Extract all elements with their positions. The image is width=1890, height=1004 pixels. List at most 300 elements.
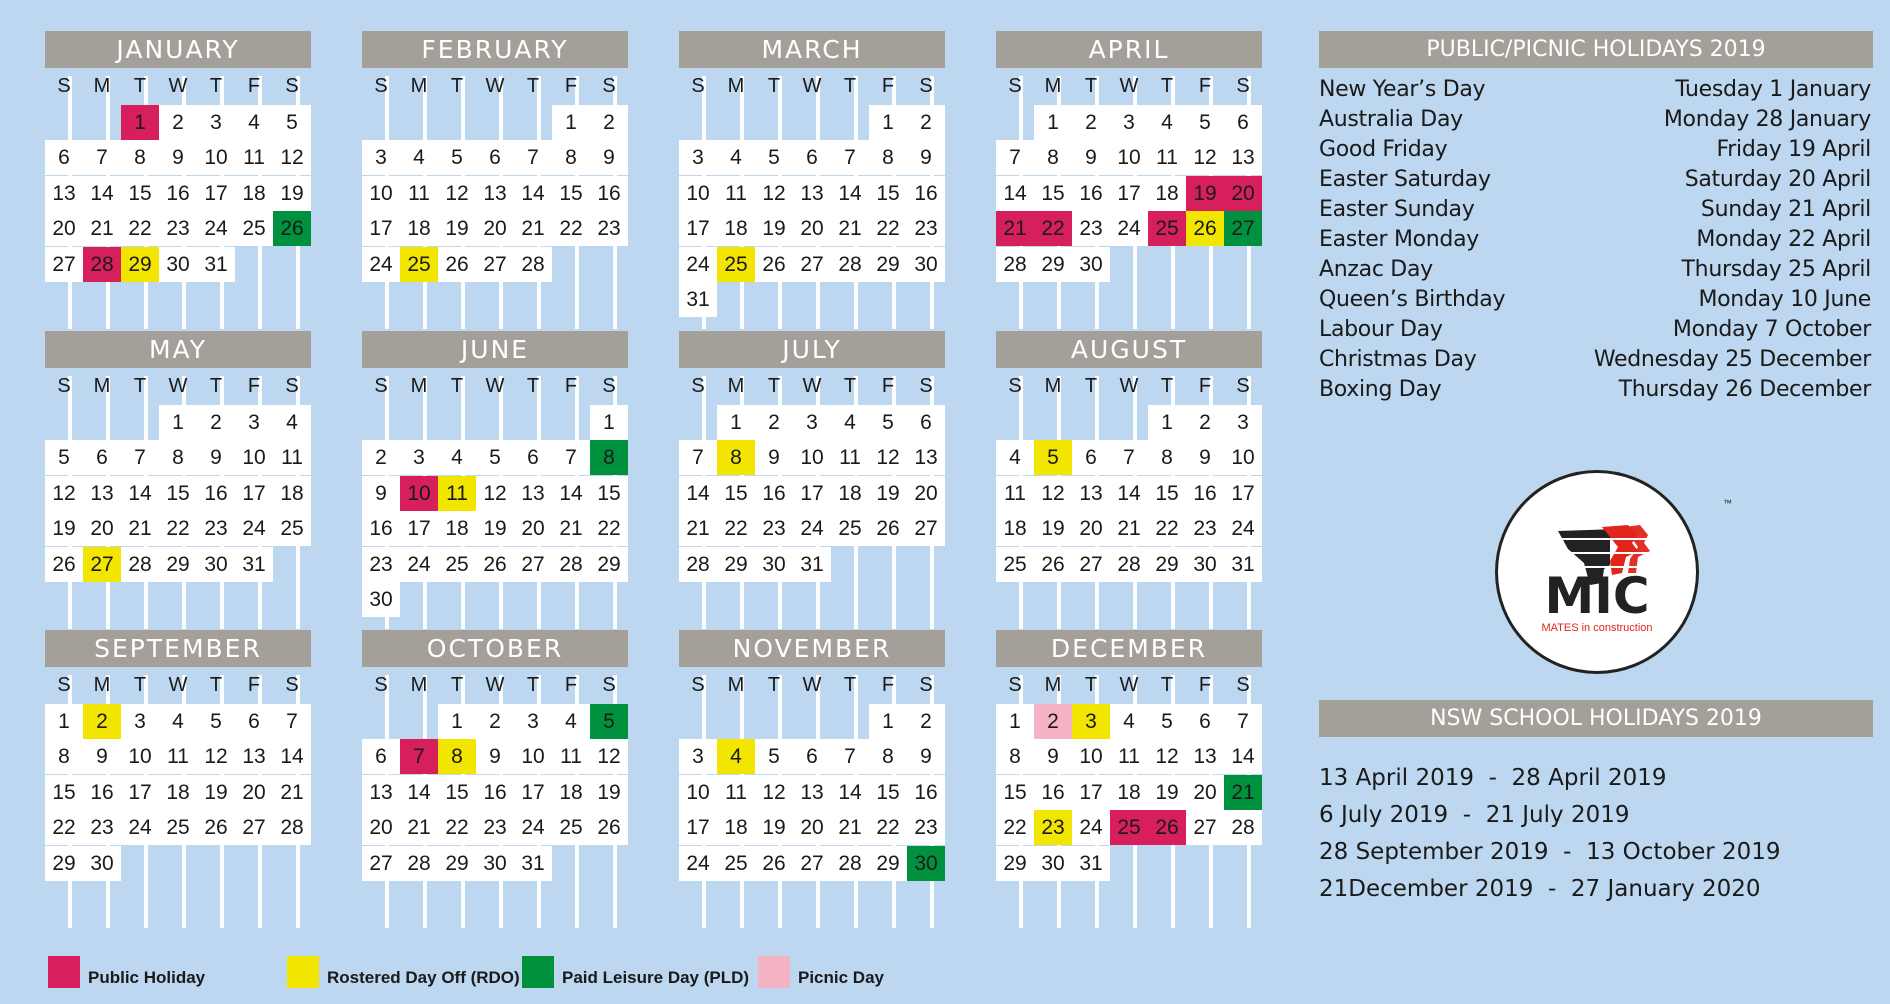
day-cell-rdo: 27	[83, 547, 121, 582]
day-cell: 19	[869, 476, 907, 511]
day-cell: 19	[755, 211, 793, 246]
weekday-label: F	[564, 75, 578, 97]
day-cell: 7	[831, 739, 869, 774]
legend-item	[522, 954, 749, 988]
month-title: JULY	[679, 331, 945, 368]
weekday-label: S	[602, 674, 616, 696]
holiday-row	[1319, 255, 1871, 285]
weekday-label: S	[57, 375, 71, 397]
day-cell: 26	[590, 810, 628, 845]
month-grid	[996, 68, 1262, 282]
empty-day-cell	[362, 405, 400, 440]
day-cell: 3	[362, 140, 400, 175]
day-cell: 8	[869, 140, 907, 175]
day-cell: 5	[273, 105, 311, 140]
weekday-label: F	[881, 674, 895, 696]
day-cell: 10	[1224, 440, 1262, 475]
empty-day-cell	[717, 704, 755, 739]
day-cell-pld: 5	[590, 704, 628, 739]
month-title: JUNE	[362, 331, 628, 368]
day-cell: 16	[197, 476, 235, 511]
day-cell: 25	[552, 810, 590, 845]
day-cell: 14	[996, 176, 1034, 211]
month-october	[362, 630, 628, 881]
day-cell: 12	[476, 476, 514, 511]
day-cell: 31	[793, 547, 831, 582]
month-grid	[679, 68, 945, 318]
day-cell: 17	[121, 775, 159, 810]
day-cell: 4	[831, 405, 869, 440]
day-cell: 1	[438, 704, 476, 739]
weekday-label: S	[919, 674, 933, 696]
day-cell-rdo: 29	[121, 247, 159, 282]
mic-logo	[1495, 470, 1699, 674]
weekday-label: S	[57, 75, 71, 97]
day-cell: 21	[273, 775, 311, 810]
day-cell: 29	[1034, 247, 1072, 282]
holiday-name: Labour Day	[1319, 317, 1443, 342]
holiday-row	[1319, 75, 1871, 105]
day-cell: 28	[996, 247, 1034, 282]
empty-day-cell	[793, 105, 831, 140]
holiday-name: Easter Sunday	[1319, 197, 1475, 222]
day-cell: 13	[793, 176, 831, 211]
day-cell-rdo: 23	[1034, 810, 1072, 845]
day-cell: 21	[514, 211, 552, 246]
day-cell-ph: 26	[1148, 810, 1186, 845]
day-cell: 16	[907, 176, 945, 211]
month-title: OCTOBER	[362, 630, 628, 667]
day-cell: 10	[362, 176, 400, 211]
weekday-label: T	[843, 75, 857, 97]
day-cell: 15	[996, 775, 1034, 810]
weekday-label: S	[1008, 674, 1022, 696]
school-holiday-range: 6 July 2019 - 21 July 2019	[1319, 802, 1630, 828]
day-cell: 27	[45, 247, 83, 282]
weekday-label: S	[374, 674, 388, 696]
day-cell: 7	[121, 440, 159, 475]
holiday-date: Sunday 21 April	[1700, 197, 1871, 222]
holiday-name: Good Friday	[1319, 137, 1448, 162]
day-cell: 24	[1110, 211, 1148, 246]
day-cell: 14	[552, 476, 590, 511]
holiday-row	[1319, 135, 1871, 165]
month-grid	[362, 68, 628, 282]
day-cell: 2	[590, 105, 628, 140]
empty-day-cell	[679, 704, 717, 739]
day-cell: 27	[793, 247, 831, 282]
month-title: AUGUST	[996, 331, 1262, 368]
month-grid	[679, 368, 945, 582]
day-cell: 6	[793, 739, 831, 774]
day-cell: 28	[552, 547, 590, 582]
day-cell: 13	[45, 176, 83, 211]
day-cell: 29	[869, 247, 907, 282]
day-cell: 1	[45, 704, 83, 739]
day-cell: 20	[83, 511, 121, 546]
day-cell: 12	[273, 140, 311, 175]
day-cell-rdo: 5	[1034, 440, 1072, 475]
weekday-label: S	[1236, 674, 1250, 696]
day-cell: 27	[907, 511, 945, 546]
day-cell: 16	[590, 176, 628, 211]
day-cell: 20	[907, 476, 945, 511]
day-cell: 28	[1110, 547, 1148, 582]
day-cell: 19	[755, 810, 793, 845]
day-cell: 23	[362, 547, 400, 582]
day-cell: 1	[996, 704, 1034, 739]
day-cell: 9	[1034, 739, 1072, 774]
day-cell-rdo: 4	[717, 739, 755, 774]
weekday-label: S	[57, 674, 71, 696]
day-cell: 26	[755, 247, 793, 282]
day-cell: 16	[1186, 476, 1224, 511]
holiday-row	[1319, 345, 1871, 375]
day-cell: 6	[235, 704, 273, 739]
day-cell: 11	[159, 739, 197, 774]
weekday-label: T	[209, 75, 223, 97]
day-cell: 28	[400, 846, 438, 881]
weekday-label: W	[168, 674, 188, 696]
day-cell: 13	[1072, 476, 1110, 511]
weekday-label: S	[1236, 375, 1250, 397]
day-cell: 16	[755, 476, 793, 511]
day-cell: 4	[1110, 704, 1148, 739]
weekday-label: F	[881, 75, 895, 97]
day-cell: 9	[476, 739, 514, 774]
day-cell: 7	[996, 140, 1034, 175]
day-cell: 13	[907, 440, 945, 475]
public-holidays-list	[1319, 75, 1871, 405]
day-cell: 25	[717, 846, 755, 881]
day-cell: 18	[273, 476, 311, 511]
day-cell: 12	[755, 775, 793, 810]
school-holiday-range: 21December 2019 - 27 January 2020	[1319, 876, 1761, 902]
weekday-label: S	[919, 75, 933, 97]
month-february	[362, 31, 628, 282]
month-title: JANUARY	[45, 31, 311, 68]
day-cell: 23	[476, 810, 514, 845]
day-cell: 4	[1148, 105, 1186, 140]
day-cell: 14	[273, 739, 311, 774]
day-cell: 6	[1224, 105, 1262, 140]
day-cell: 2	[159, 105, 197, 140]
day-cell: 13	[514, 476, 552, 511]
legend-label: Public Holiday	[88, 968, 206, 987]
empty-day-cell	[362, 704, 400, 739]
day-cell: 18	[400, 211, 438, 246]
weekday-label: S	[1008, 375, 1022, 397]
weekday-label: M	[1044, 674, 1062, 696]
weekday-label: S	[602, 75, 616, 97]
day-cell: 12	[1034, 476, 1072, 511]
day-cell: 4	[552, 704, 590, 739]
weekday-label: T	[526, 375, 540, 397]
month-may	[45, 331, 311, 582]
weekday-label: W	[485, 674, 505, 696]
day-cell: 26	[1034, 547, 1072, 582]
day-cell: 27	[793, 846, 831, 881]
day-cell: 22	[121, 211, 159, 246]
weekday-label: T	[1084, 375, 1098, 397]
day-cell-pld: 27	[1224, 211, 1262, 246]
day-cell: 5	[1186, 105, 1224, 140]
weekday-label: F	[1198, 674, 1212, 696]
weekday-label: M	[1044, 75, 1062, 97]
legend-label: Picnic Day	[798, 968, 884, 987]
day-cell: 11	[1110, 739, 1148, 774]
day-cell: 24	[362, 247, 400, 282]
day-cell-ph: 22	[1034, 211, 1072, 246]
day-cell: 9	[1072, 140, 1110, 175]
day-cell: 27	[476, 247, 514, 282]
legend-swatch	[287, 956, 319, 988]
month-title: NOVEMBER	[679, 630, 945, 667]
day-cell: 18	[438, 511, 476, 546]
weekday-label: T	[209, 375, 223, 397]
day-cell: 17	[679, 810, 717, 845]
day-cell: 2	[907, 105, 945, 140]
day-cell: 13	[1186, 739, 1224, 774]
weekday-label: T	[133, 75, 147, 97]
day-cell: 30	[1072, 247, 1110, 282]
day-cell: 7	[831, 140, 869, 175]
day-cell: 30	[83, 846, 121, 881]
day-cell: 21	[679, 511, 717, 546]
weekday-label: F	[564, 674, 578, 696]
day-cell: 1	[1148, 405, 1186, 440]
day-cell: 27	[235, 810, 273, 845]
day-cell: 30	[755, 547, 793, 582]
holiday-date: Tuesday 1 January	[1675, 77, 1871, 102]
holiday-date: Monday 22 April	[1696, 227, 1871, 252]
day-cell: 27	[1186, 810, 1224, 845]
day-cell: 19	[197, 775, 235, 810]
day-cell: 16	[476, 775, 514, 810]
day-cell: 7	[1110, 440, 1148, 475]
day-cell-ph: 25	[1148, 211, 1186, 246]
day-cell: 22	[590, 511, 628, 546]
day-cell: 25	[996, 547, 1034, 582]
weekday-label: W	[802, 75, 822, 97]
month-december	[996, 630, 1262, 881]
day-cell: 21	[831, 211, 869, 246]
day-cell: 3	[679, 140, 717, 175]
day-cell-rdo: 8	[717, 440, 755, 475]
holiday-name: Boxing Day	[1319, 377, 1442, 402]
holiday-date: Wednesday 25 December	[1593, 347, 1871, 372]
day-cell: 10	[121, 739, 159, 774]
weekday-label: T	[1084, 75, 1098, 97]
day-cell: 29	[996, 846, 1034, 881]
holiday-date: Friday 19 April	[1716, 137, 1871, 162]
day-cell: 14	[679, 476, 717, 511]
day-cell: 5	[45, 440, 83, 475]
day-cell: 14	[1224, 739, 1262, 774]
weekday-label: M	[410, 375, 428, 397]
day-cell: 14	[121, 476, 159, 511]
day-cell: 21	[83, 211, 121, 246]
day-cell-pld: 8	[590, 440, 628, 475]
weekday-label: T	[1160, 375, 1174, 397]
weekday-label: T	[1160, 674, 1174, 696]
day-cell: 21	[1110, 511, 1148, 546]
day-cell: 5	[869, 405, 907, 440]
weekday-label: S	[1008, 75, 1022, 97]
day-cell-picnic: 2	[1034, 704, 1072, 739]
day-cell: 29	[1148, 547, 1186, 582]
day-cell: 12	[869, 440, 907, 475]
day-cell: 10	[514, 739, 552, 774]
day-cell: 8	[869, 739, 907, 774]
day-cell-ph: 7	[400, 739, 438, 774]
month-title: FEBRUARY	[362, 31, 628, 68]
day-cell: 8	[1034, 140, 1072, 175]
day-cell: 4	[996, 440, 1034, 475]
day-cell-rdo: 25	[717, 247, 755, 282]
day-cell: 5	[755, 739, 793, 774]
day-cell: 8	[45, 739, 83, 774]
day-cell: 28	[1224, 810, 1262, 845]
day-cell: 18	[1148, 176, 1186, 211]
day-cell: 16	[83, 775, 121, 810]
day-cell: 7	[552, 440, 590, 475]
day-cell: 19	[590, 775, 628, 810]
day-cell: 11	[235, 140, 273, 175]
weekday-label: W	[1119, 674, 1139, 696]
day-cell: 28	[121, 547, 159, 582]
day-cell: 13	[83, 476, 121, 511]
weekday-label: T	[767, 75, 781, 97]
day-cell: 1	[869, 704, 907, 739]
legend-swatch	[48, 956, 80, 988]
day-cell: 1	[717, 405, 755, 440]
day-cell: 14	[514, 176, 552, 211]
day-cell: 23	[755, 511, 793, 546]
day-cell: 19	[1148, 775, 1186, 810]
weekday-label: F	[247, 75, 261, 97]
day-cell-ph: 10	[400, 476, 438, 511]
day-cell: 14	[831, 176, 869, 211]
day-cell: 23	[590, 211, 628, 246]
day-cell: 29	[438, 846, 476, 881]
empty-day-cell	[514, 405, 552, 440]
day-cell: 18	[717, 211, 755, 246]
day-cell: 28	[514, 247, 552, 282]
month-title: DECEMBER	[996, 630, 1262, 667]
day-cell: 24	[235, 511, 273, 546]
day-cell: 31	[235, 547, 273, 582]
day-cell: 15	[438, 775, 476, 810]
day-cell: 15	[159, 476, 197, 511]
empty-day-cell	[793, 704, 831, 739]
weekday-label: W	[1119, 75, 1139, 97]
empty-day-cell	[514, 105, 552, 140]
day-cell: 8	[159, 440, 197, 475]
holiday-name: Queen’s Birthday	[1319, 287, 1506, 312]
empty-day-cell	[400, 704, 438, 739]
weekday-label: S	[691, 674, 705, 696]
day-cell: 2	[197, 405, 235, 440]
school-holidays-title: NSW SCHOOL HOLIDAYS 2019	[1430, 706, 1762, 731]
mates-in-construction-emblem	[1498, 473, 1696, 671]
holiday-row	[1319, 315, 1871, 345]
day-cell: 19	[1034, 511, 1072, 546]
day-cell: 27	[514, 547, 552, 582]
day-cell: 10	[197, 140, 235, 175]
day-cell: 1	[869, 105, 907, 140]
day-cell: 8	[121, 140, 159, 175]
day-cell: 10	[1072, 739, 1110, 774]
weekday-label: M	[727, 375, 745, 397]
day-cell-rdo: 25	[400, 247, 438, 282]
day-cell: 19	[273, 176, 311, 211]
weekday-label: S	[691, 75, 705, 97]
month-grid	[45, 368, 311, 582]
day-cell: 13	[1224, 140, 1262, 175]
day-cell: 15	[717, 476, 755, 511]
day-cell: 27	[1072, 547, 1110, 582]
empty-day-cell	[476, 105, 514, 140]
legend-swatch	[758, 956, 790, 988]
day-cell: 28	[831, 846, 869, 881]
day-cell-ph: 21	[996, 211, 1034, 246]
empty-day-cell	[400, 105, 438, 140]
day-cell: 23	[159, 211, 197, 246]
school-holidays-list	[1319, 760, 1873, 908]
empty-day-cell	[362, 105, 400, 140]
day-cell: 19	[476, 511, 514, 546]
day-cell: 31	[1224, 547, 1262, 582]
weekday-label: W	[168, 75, 188, 97]
day-cell: 30	[362, 582, 400, 617]
weekday-label: W	[485, 75, 505, 97]
weekday-label: S	[602, 375, 616, 397]
empty-day-cell	[831, 105, 869, 140]
weekday-label: T	[1084, 674, 1098, 696]
weekday-label: S	[1236, 75, 1250, 97]
weekday-label: F	[564, 375, 578, 397]
holiday-name: Easter Monday	[1319, 227, 1479, 252]
day-cell: 3	[679, 739, 717, 774]
day-cell: 3	[121, 704, 159, 739]
day-cell: 3	[235, 405, 273, 440]
month-grid	[679, 667, 945, 881]
day-cell: 9	[907, 739, 945, 774]
weekday-label: T	[209, 674, 223, 696]
day-cell: 20	[793, 810, 831, 845]
empty-day-cell	[717, 105, 755, 140]
day-cell: 10	[679, 775, 717, 810]
day-cell: 17	[197, 176, 235, 211]
weekday-label: T	[1160, 75, 1174, 97]
weekday-label: S	[285, 75, 299, 97]
day-cell: 7	[1224, 704, 1262, 739]
day-cell: 6	[907, 405, 945, 440]
day-cell: 31	[514, 846, 552, 881]
weekday-label: W	[168, 375, 188, 397]
day-cell: 5	[755, 140, 793, 175]
day-cell: 18	[1110, 775, 1148, 810]
empty-day-cell	[831, 704, 869, 739]
weekday-label: S	[374, 375, 388, 397]
legend-label: Paid Leisure Day (PLD)	[562, 968, 750, 987]
day-cell: 11	[831, 440, 869, 475]
logo-tagline: MATES in construction	[1541, 622, 1653, 634]
empty-day-cell	[45, 405, 83, 440]
day-cell: 30	[1186, 547, 1224, 582]
day-cell: 24	[514, 810, 552, 845]
